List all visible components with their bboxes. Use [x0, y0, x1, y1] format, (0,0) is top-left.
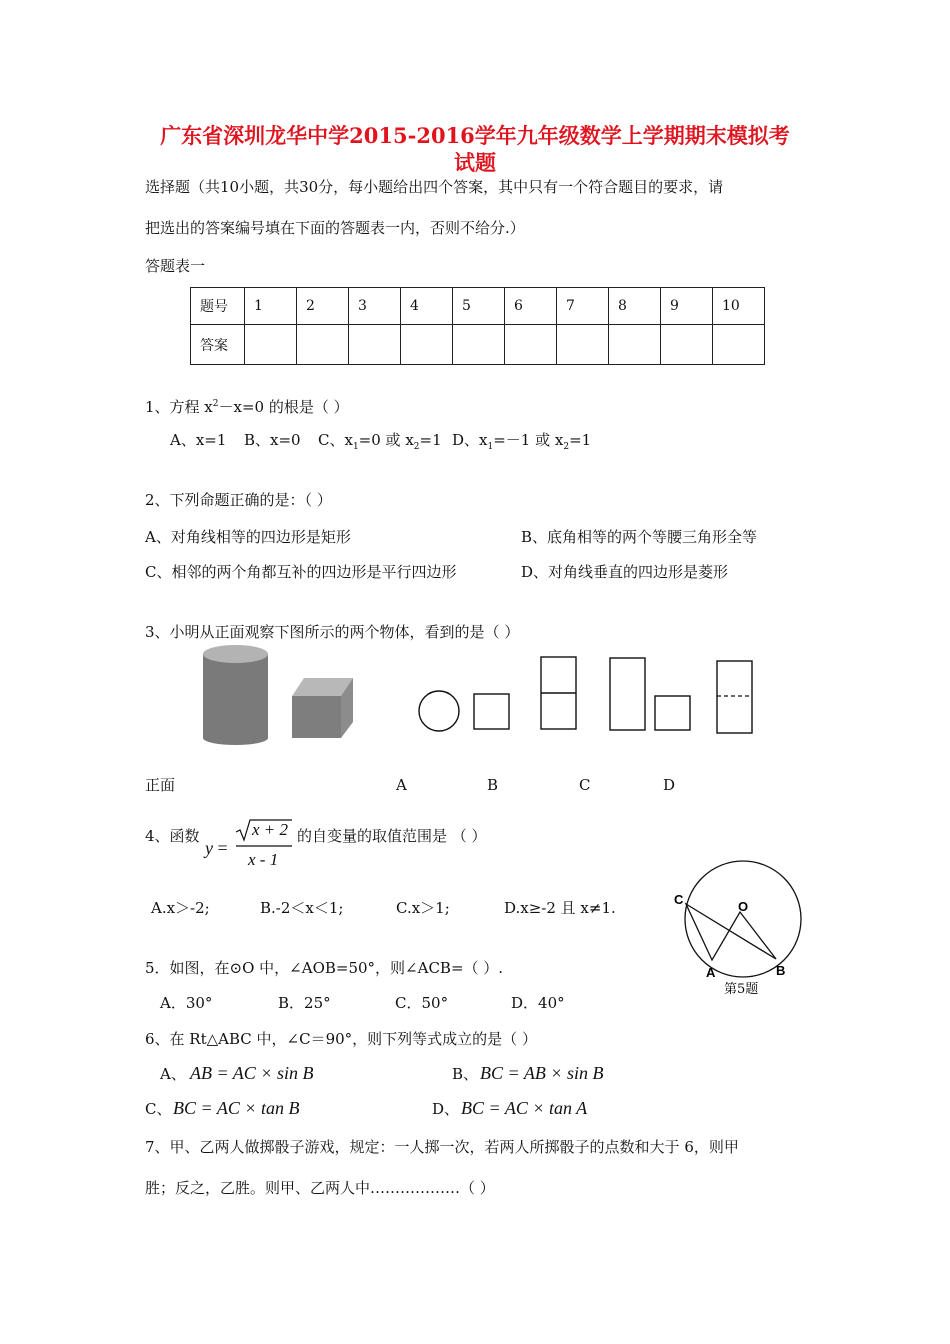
- q6-label-c: C、: [145, 1100, 172, 1118]
- q4-numerator: x + 2: [252, 820, 289, 839]
- point-c-label: C: [674, 892, 684, 907]
- row-answer-header-cell: 答案: [191, 325, 245, 365]
- answer-cell[interactable]: [453, 325, 505, 365]
- q6-expression-a: AB = AC × sin B: [190, 1063, 314, 1083]
- q2-option-a: A、对角线相等的四边形是矩形: [145, 528, 351, 546]
- answer-cell[interactable]: [297, 325, 349, 365]
- q1-option-b: B、x=0: [244, 431, 301, 449]
- point-o-label: O: [738, 899, 749, 914]
- document-title-continued: 试题: [454, 150, 496, 175]
- q4-stem-start: 4、函数: [145, 827, 200, 845]
- answer-table-label: 答题表一: [145, 257, 206, 275]
- q2-option-d: D、对角线垂直的四边形是菱形: [521, 563, 729, 581]
- q1-exponent: 2: [212, 399, 219, 409]
- q5-option-b: B．25°: [278, 994, 331, 1012]
- q6-stem: 6、在 Rt△ABC 中，∠C＝90°，则下列等式成立的是（ ）: [145, 1030, 537, 1048]
- q4-y: y: [205, 838, 213, 858]
- circle-o: [685, 861, 801, 977]
- q3-label-d: D: [663, 776, 676, 794]
- question-number-cell: 8: [609, 288, 661, 325]
- q4-function-y: [205, 838, 228, 859]
- q1-stem-text: 1、方程 x: [145, 398, 213, 416]
- triangle-lines: [686, 904, 776, 960]
- q3-front-label: 正面: [145, 776, 176, 794]
- point-a-label: A: [706, 965, 716, 980]
- q1-option-c-part: =0 或 x: [358, 431, 414, 449]
- q1-option-c-part: =1: [419, 431, 442, 449]
- q1-stem: [145, 394, 349, 417]
- q6-label-b: B、: [452, 1065, 479, 1083]
- q4-option-c: C.x＞1;: [396, 899, 450, 917]
- answer-table: [190, 287, 765, 365]
- q2-stem: 2、下列命题正确的是：（ ）: [145, 491, 332, 509]
- q1-sub-1: 1: [487, 442, 494, 452]
- intro-text: 选择题（共10小题，共30分，每小题给出四个答案，其中只有一个符合题目的要求，请: [145, 178, 724, 196]
- figure-caption: 第5题: [724, 982, 759, 997]
- answer-cell[interactable]: [713, 325, 765, 365]
- answer-cell[interactable]: [557, 325, 609, 365]
- answer-cell[interactable]: [505, 325, 557, 365]
- q1-sub-2: 2: [413, 442, 420, 452]
- q6-expression-d: BC = AC × tan A: [461, 1098, 588, 1118]
- q3-stem: 3、小明从正面观察下图所示的两个物体，看到的是（ ）: [145, 623, 520, 641]
- cylinder-solid: [203, 645, 268, 745]
- question-number-cell: 9: [661, 288, 713, 325]
- cube-solid: [292, 678, 353, 738]
- q7-stem: 7、甲、乙两人做掷骰子游戏，规定：一人掷一次，若两人所掷骰子的点数和大于 6，则甲: [145, 1138, 739, 1156]
- answer-cell[interactable]: [245, 325, 297, 365]
- answer-cell[interactable]: [401, 325, 453, 365]
- q5-circle-figure: [668, 860, 808, 1005]
- q1-option-d: [452, 430, 591, 457]
- question-number-cell: 2: [297, 288, 349, 325]
- q4-option-b: B.-2＜x＜1;: [260, 899, 344, 917]
- option-d-rectangle: [717, 661, 752, 733]
- q1-option-d-part: D、x: [452, 431, 488, 449]
- option-c-tall-rectangle: [610, 658, 645, 730]
- option-c-square: [655, 696, 690, 730]
- question-number-cell: 7: [557, 288, 609, 325]
- question-number-cell: 3: [349, 288, 401, 325]
- q2-option-b: B、底角相等的两个等腰三角形全等: [521, 528, 758, 546]
- q1-option-a: A、x=1: [170, 431, 227, 449]
- answer-cell[interactable]: [609, 325, 661, 365]
- q5-option-c: C．50°: [395, 994, 449, 1012]
- q1-stem-text-end: －x=0 的根是（ ）: [218, 398, 349, 416]
- q1-sub-2: 2: [563, 442, 570, 452]
- q1-option-d-part: =1: [569, 431, 592, 449]
- question-number-cell: 4: [401, 288, 453, 325]
- q5-option-d: D．40°: [511, 994, 565, 1012]
- q4-denominator: x - 1: [248, 850, 279, 869]
- q1-option-c: [318, 430, 442, 457]
- row-header-cell: 题号: [191, 288, 245, 325]
- answer-table-number-row: [191, 288, 765, 325]
- q6-expression-b: BC = AB × sin B: [480, 1063, 604, 1083]
- intro-text-continued: 把选出的答案编号填在下面的答题表一内，否则不给分.）: [145, 219, 525, 237]
- question-number-cell: 1: [245, 288, 297, 325]
- q1-option-c-part: C、x: [318, 431, 353, 449]
- question-number-cell: 5: [453, 288, 505, 325]
- q5-option-a: A．30°: [160, 994, 213, 1012]
- q5-stem: 5．如图，在⊙O 中，∠AOB=50°，则∠ACB=（ ）.: [145, 959, 504, 977]
- q4-option-a: A.x＞-2;: [151, 899, 210, 917]
- option-a-circle: [419, 691, 459, 731]
- q4-equals: =: [217, 838, 228, 858]
- q4-stem-end: 的自变量的取值范围是 （ ）: [297, 827, 487, 845]
- q2-option-c: C、相邻的两个角都互补的四边形是平行四边形: [145, 563, 457, 581]
- q4-option-d: D.x≥-2 且 x≠1.: [504, 899, 616, 917]
- q3-figure: [195, 640, 775, 750]
- q1-sub-1: 1: [352, 442, 359, 452]
- question-number-cell: 10: [713, 288, 765, 325]
- q6-expression-c: BC = AC × tan B: [173, 1098, 300, 1118]
- q1-option-d-part: =－1 或 x: [493, 431, 564, 449]
- q3-label-b: B: [487, 776, 499, 794]
- answer-cell[interactable]: [349, 325, 401, 365]
- point-b-label: B: [776, 963, 786, 978]
- q3-label-c: C: [579, 776, 591, 794]
- question-number-cell: 6: [505, 288, 557, 325]
- document-title: 广东省深圳龙华中学2015-2016学年九年级数学上学期期末模拟考: [160, 123, 790, 148]
- q6-label-d: D、: [432, 1100, 460, 1118]
- answer-cell[interactable]: [661, 325, 713, 365]
- answer-table-answer-row: [191, 325, 765, 365]
- q3-label-a: A: [396, 776, 407, 794]
- option-a-square: [474, 694, 509, 729]
- q7-stem-continued: 胜；反之，乙胜。则甲、乙两人中………………（ ）: [145, 1179, 495, 1197]
- q6-label-a: A、: [160, 1065, 186, 1083]
